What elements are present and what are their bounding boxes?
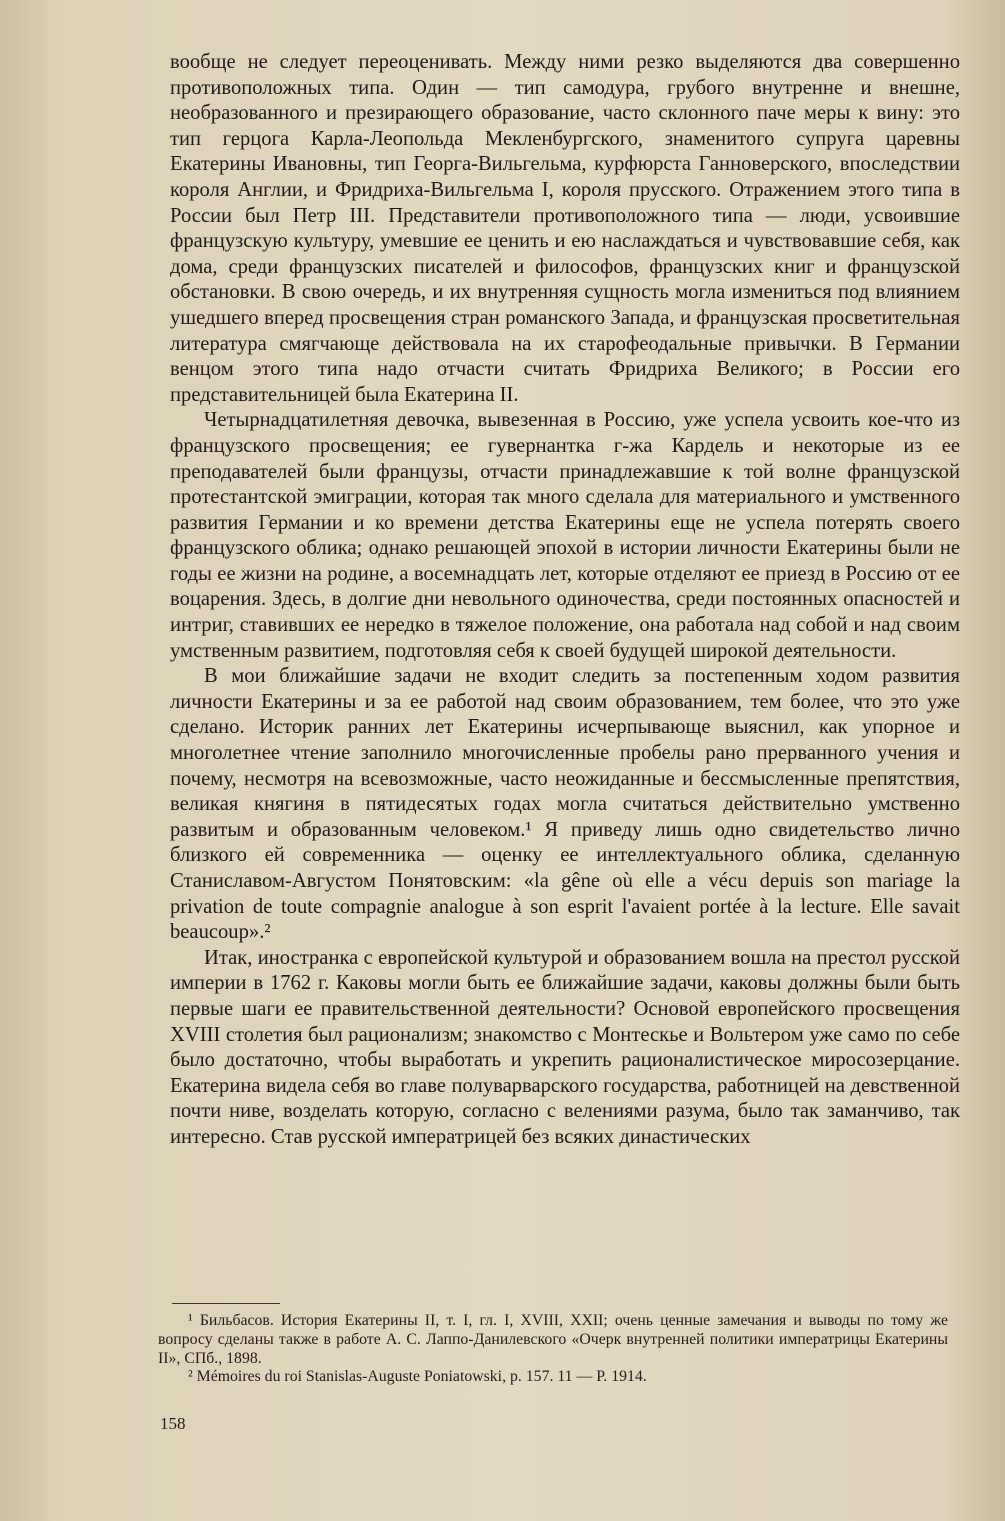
footnotes [158, 1312, 948, 1387]
footnote-1: ¹ Бильбасов. История Екатерины II, т. I, гл. I, XVIII, XXII; очень ценные замечания и выводы по тому же вопросу сделаны также в работе А. С. Лаппо-Данилевского «Очерк внутренней политики императрицы Екатерины II», СПб., 1898. [158, 1312, 948, 1367]
main-text [170, 50, 960, 1151]
footnote-divider [172, 1303, 280, 1304]
paragraph-3: В мои ближайшие задачи не входит следить за постепенным ходом развития личности Екатерины и за ее работой над своим образованием, тем более, что это уже сделано. Историк ранних лет Екатерины исчерпывающе выяснил, как упорное и многолетнее чтение заполнило многочисленные пробелы рано прерванного учения и почему, несмотря на всевозможные, часто неожиданные и бессмысленные препятствия, великая княгиня в пятидесятых годах могла считаться действительно умственно развитым и образованным человеком.¹ Я приведу лишь одно свидетельство лично близкого ей современника — оценку ее интеллектуального облика, сделанную Станиславом-Августом Понятовским: «la gêne où elle a vécu depuis son mariage la privation de toute compagnie analogue à son esprit l'avaient portée à la lecture. Elle savait beaucoup».² [170, 665, 960, 944]
paragraph-2: Четырнадцатилетняя девочка, вывезенная в Россию, уже успела усвоить кое-что из французского просвещения; ее гувернантка г-жа Кардель и некоторые из ее преподавателей были французы, отчасти принадлежавшие к той волне французской протестантской эмиграции, которая так много сделала для материального и умственного развития Германии и ко времени детства Екатерины еще не успела потерять своего французского облика; однако решающей эпохой в истории личности Екатерины были не годы ее жизни на родине, а восемнадцать лет, которые отделяют ее приезд в Россию от ее воцарения. Здесь, в долгие дни невольного одиночества, среди постоянных опасностей и интриг, ставивших ее нередко в тяжелое положение, она работала над собой и над своим умственным развитием, подготовляя себя к своей будущей широкой деятельности. [170, 409, 960, 662]
footnote-2: ² Mémoires du roi Stanislas-Auguste Poniatowski, p. 157. 11 — P. 1914. [188, 1368, 647, 1386]
paragraph-1: вообще не следует переоценивать. Между ними резко выделяются два совершенно противоположных типа. Один — тип самодура, грубого внутренне и внешне, необразованного и презирающего образование, часто склонного паче меры к вину: это тип герцога Карла-Леопольда Мекленбургского, знаменитого супруга царевны Екатерины Ивановны, тип Георга-Вильгельма, курфюрста Ганноверского, впоследствии короля Англии, и Фридриха-Вильгельма I, короля прусского. Отражением этого типа в России был Петр III. Представители противоположного типа — люди, усвоившие французскую культуру, умевшие ее ценить и ею наслаждаться и чувствовавшие себя, как дома, среди французских писателей и философов, французских книг и французской обстановки. В свою очередь, и их внутренняя сущность могла измениться под влиянием ушедшего вперед просвещения стран романского Запада, и французская просветительная литература смягчающе действовала на их старофеодальные привычки. В Германии венцом этого типа надо отчасти считать Фридриха Великого; в России его представительницей была Екатерина II. [170, 51, 960, 406]
paragraph-4: Итак, иностранка с европейской культурой и образованием вошла на престол русской империи в 1762 г. Каковы могли быть ее ближайшие задачи, каковы должны были быть первые шаги ее правительственной деятельности? Основой европейского просвещения XVIII столетия был рационализм; знакомство с Монтескье и Вольтером уже само по себе было достаточно, чтобы выработать и укрепить рационалистическое миросозерцание. Екатерина видела себя во главе полуварварского государства, работницей на девственной почти ниве, возделать которую, согласно с велениями разума, было так заманчиво, так интересно. Став русской императрицей без всяких династических [170, 946, 960, 1148]
page-number: 158 [160, 1414, 186, 1433]
